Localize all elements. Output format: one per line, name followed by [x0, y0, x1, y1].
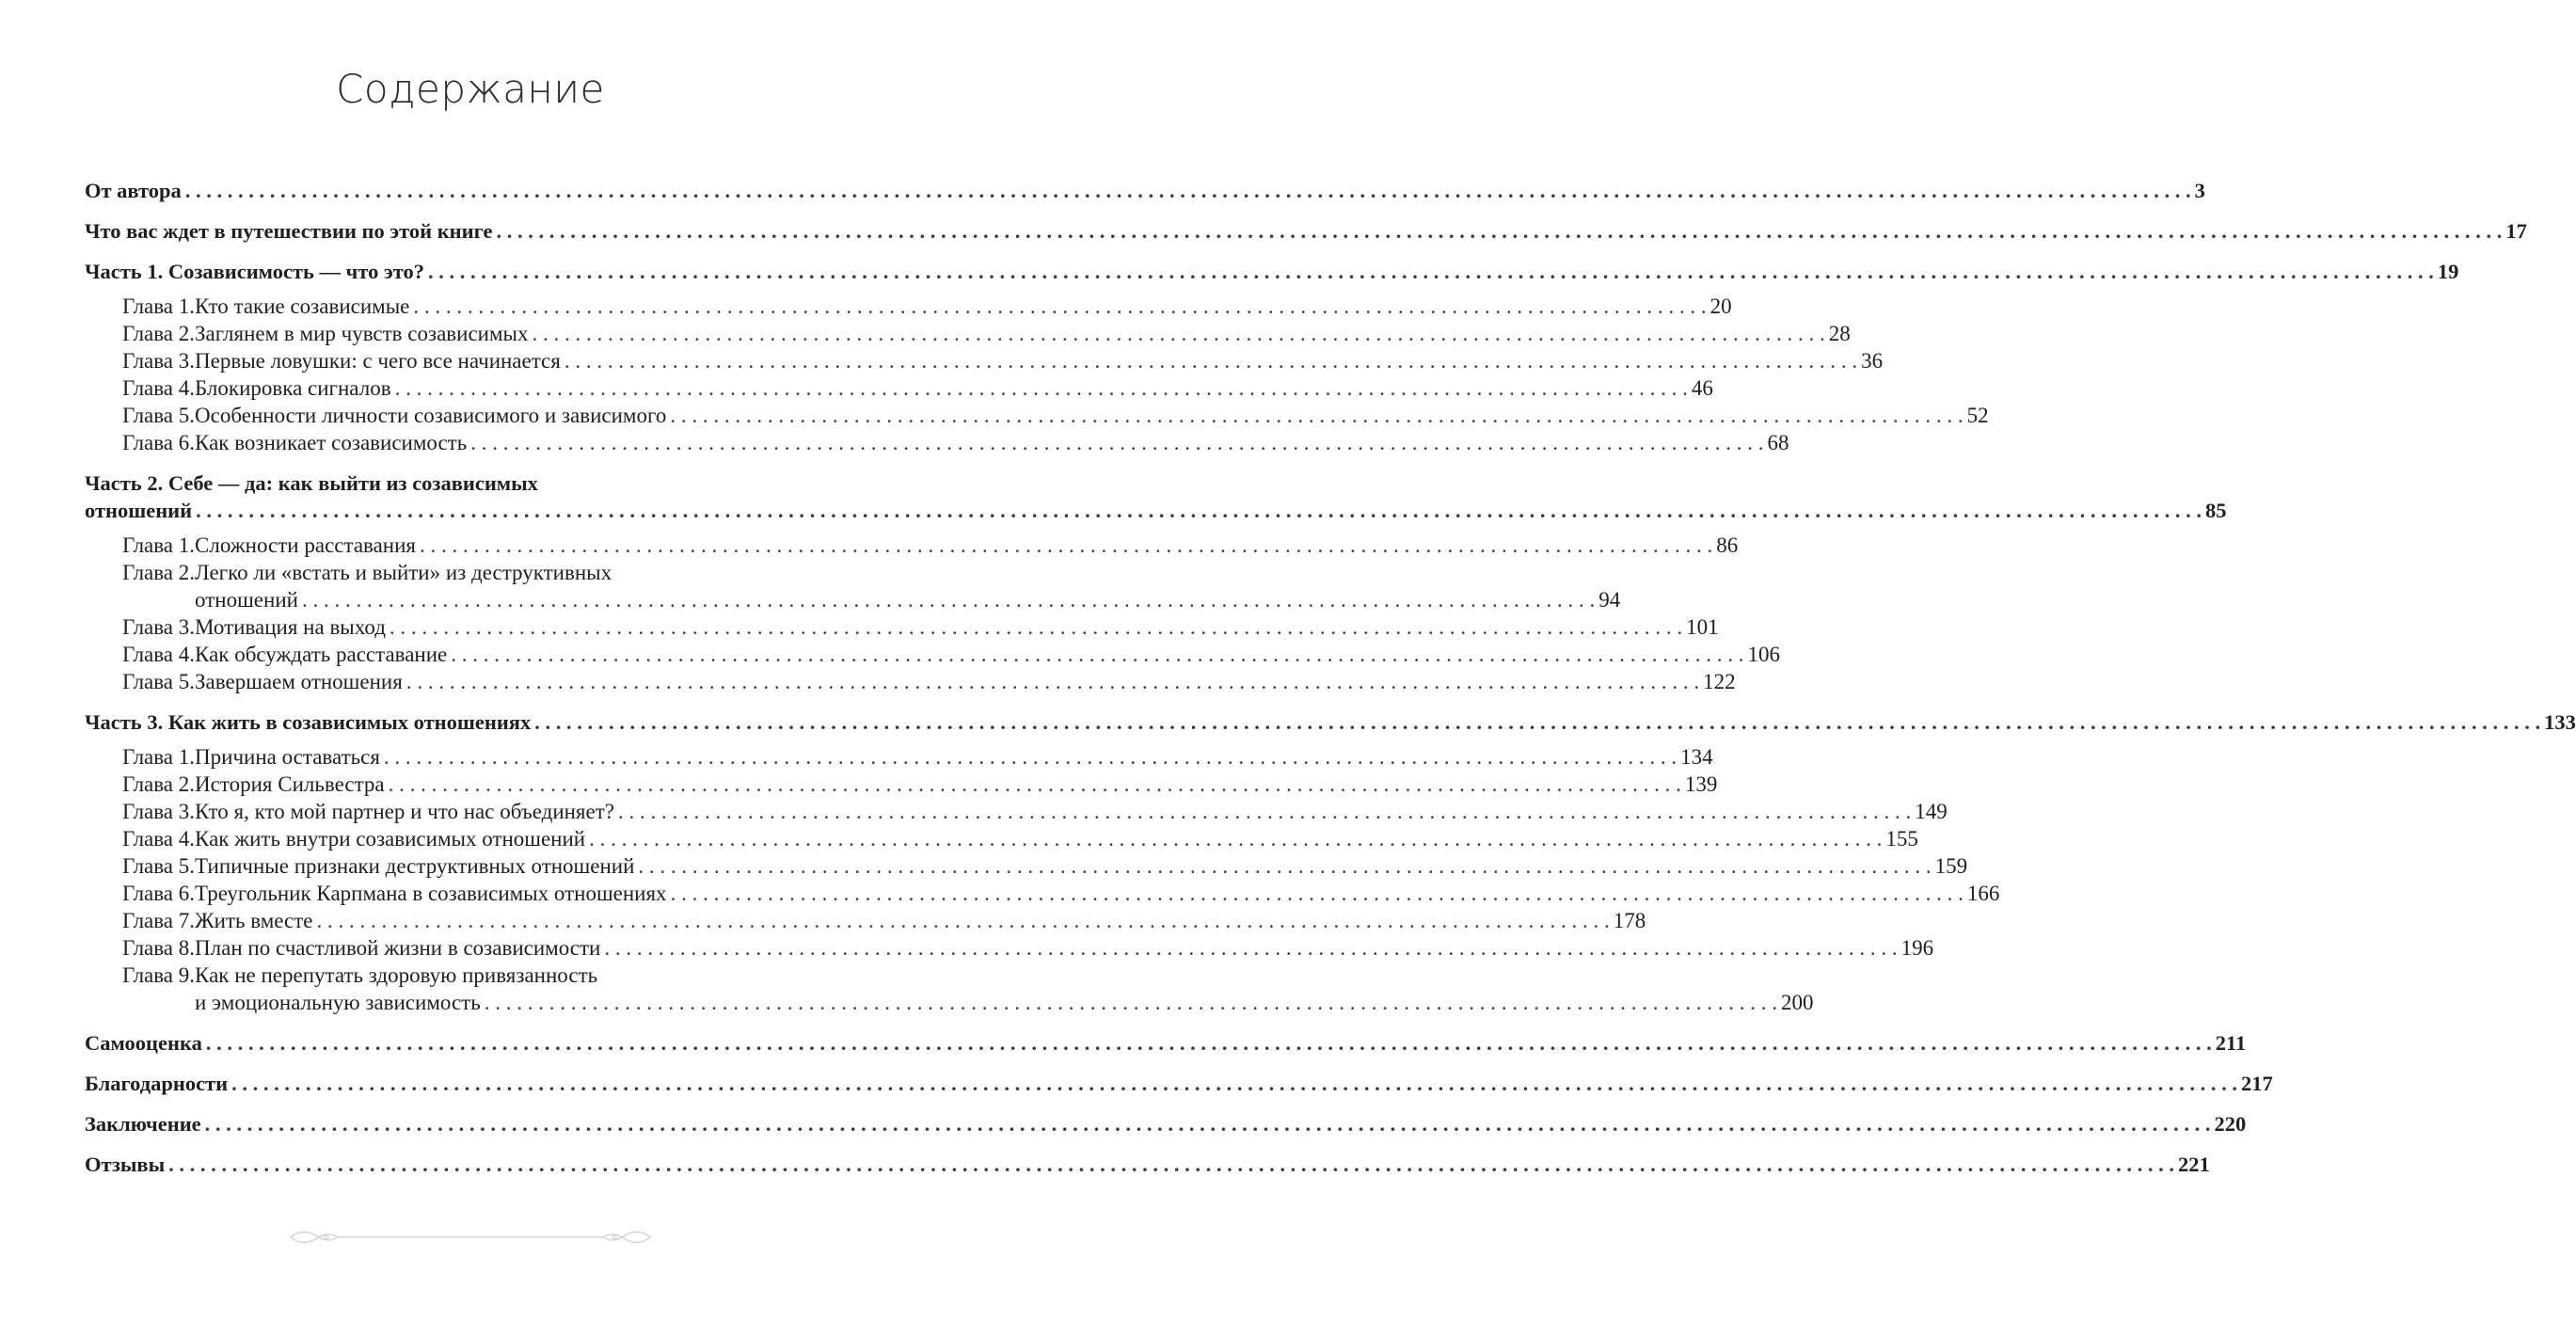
- dot-leader: [406, 668, 1699, 695]
- toc-chapter[interactable]: [122, 825, 1918, 852]
- table-of-contents: [85, 177, 2576, 1178]
- entry-label: От автора: [85, 179, 182, 202]
- chapter-page: 149: [1915, 800, 1948, 823]
- toc-chapter[interactable]: [122, 374, 1713, 402]
- chapter-label: Заглянем в мир чувств созависимых: [195, 322, 529, 345]
- chapter-label: Завершаем отношения: [195, 670, 403, 693]
- chapter-page: 166: [1966, 882, 2000, 905]
- chapter-page: 106: [1747, 643, 1781, 666]
- chapter-label: Первые ловушки: с чего все начинается: [195, 349, 561, 373]
- entry-label: Заключение: [85, 1112, 201, 1136]
- dot-leader: [317, 907, 1610, 934]
- entry-page: 211: [2215, 1031, 2247, 1055]
- chapter-label-line1: Легко ли «встать и выйти» из деструктивных: [195, 561, 612, 584]
- chapter-label-line2: и эмоциональную зависимость: [195, 991, 481, 1014]
- chapter-page: 155: [1885, 827, 1918, 851]
- chapter-page: 28: [1828, 322, 1851, 345]
- chapter-label: Как возникает созависимость: [195, 431, 468, 454]
- dot-leader: [168, 1151, 2174, 1178]
- dot-leader: [420, 532, 1712, 559]
- entry-label-line1: Часть 2. Себе — да: как выйти из созависимых: [85, 471, 538, 495]
- toc-chapter[interactable]: [122, 798, 1948, 825]
- chapter-label: План по счастливой жизни в созависимости: [195, 936, 601, 960]
- chapter-page: 196: [1900, 936, 1934, 960]
- toc-chapter[interactable]: [122, 641, 1781, 668]
- chapter-number: Глава 4.: [122, 376, 196, 400]
- dot-leader: [485, 989, 1777, 1016]
- toc-entry-conclusion[interactable]: [85, 1110, 2247, 1137]
- toc-entry-part1[interactable]: [85, 258, 2459, 285]
- chapter-number: Глава 2.: [122, 322, 196, 345]
- entry-page: 220: [2214, 1112, 2247, 1136]
- toc-chapter[interactable]: [122, 429, 1789, 456]
- dot-leader: [497, 217, 2503, 245]
- chapter-label: История Сильвестра: [195, 772, 385, 796]
- chapter-label-line2: отношений: [195, 588, 298, 612]
- entry-page: 221: [2178, 1153, 2210, 1176]
- chapter-label: Как обсуждать расставание: [195, 643, 448, 666]
- chapter-number: Глава 6.: [122, 882, 196, 905]
- chapter-label: Сложности расставания: [195, 533, 416, 557]
- dot-leader: [384, 743, 1677, 771]
- chapter-page: 134: [1680, 745, 1713, 769]
- chapter-label: Жить вместе: [195, 909, 313, 932]
- dot-leader: [534, 708, 2540, 736]
- chapter-page: 20: [1709, 294, 1732, 318]
- toc-chapter[interactable]: [122, 402, 1989, 429]
- chapter-label-line1: Как не перепутать здоровую привязанность: [195, 963, 598, 987]
- dot-leader: [451, 641, 1743, 668]
- chapter-label: Кто я, кто мой партнер и что нас объединяет?: [195, 800, 614, 823]
- chapter-number: Глава 5.: [122, 404, 196, 427]
- chapter-label: Как жить внутри созависимых отношений: [195, 827, 586, 851]
- dot-leader: [185, 177, 2191, 204]
- chapter-page: 101: [1686, 615, 1719, 639]
- chapter-label: Мотивация на выход: [195, 615, 386, 639]
- chapter-number: Глава 1.: [122, 294, 196, 318]
- ornament-divider: [287, 1223, 654, 1251]
- chapter-page: 36: [1861, 349, 1884, 373]
- toc-chapter[interactable]: [122, 852, 1968, 880]
- chapter-number: Глава 2.: [122, 561, 196, 584]
- chapter-label: Особенности личности созависимого и зависимого: [195, 404, 667, 427]
- toc-entry-part2[interactable]: [85, 469, 2227, 524]
- toc-entry-thanks[interactable]: [85, 1070, 2273, 1097]
- toc-chapter[interactable]: [122, 532, 1739, 559]
- dot-leader: [389, 771, 1681, 798]
- chapter-number: Глава 4.: [122, 643, 196, 666]
- entry-label: Часть 3. Как жить в созависимых отношениях: [85, 710, 532, 734]
- dot-leader: [470, 429, 1763, 456]
- entry-page: 133: [2544, 710, 2576, 734]
- chapter-page: 52: [1966, 404, 1989, 427]
- chapter-number: Глава 8.: [122, 936, 196, 960]
- chapter-number: Глава 2.: [122, 772, 196, 796]
- toc-chapter[interactable]: [122, 934, 1934, 962]
- chapter-number: Глава 5.: [122, 670, 196, 693]
- toc-chapter[interactable]: [122, 668, 1736, 695]
- dot-leader: [196, 497, 2202, 524]
- dot-leader: [604, 934, 1897, 962]
- chapter-number: Глава 5.: [122, 854, 196, 878]
- dot-leader: [206, 1029, 2212, 1057]
- chapter-page: 178: [1613, 909, 1646, 932]
- chapter-label: Блокировка сигналов: [195, 376, 391, 400]
- toc-entry-journey[interactable]: [85, 217, 2527, 245]
- entry-label-line2: отношений: [85, 499, 193, 522]
- dot-leader: [302, 586, 1595, 613]
- toc-chapter[interactable]: [122, 347, 1884, 374]
- chapter-page: 122: [1703, 670, 1736, 693]
- chapter-page: 200: [1780, 991, 1814, 1014]
- dot-leader: [618, 798, 1911, 825]
- toc-entry-reviews[interactable]: [85, 1151, 2210, 1178]
- chapter-label: Типичные признаки деструктивных отношений: [195, 854, 635, 878]
- toc-chapter[interactable]: [122, 907, 1646, 934]
- chapter-page: 94: [1598, 588, 1621, 612]
- toc-entry-author[interactable]: [85, 177, 2205, 204]
- entry-label: Что вас ждет в путешествии по этой книге: [85, 219, 493, 243]
- entry-label: Часть 1. Созависимость — что это?: [85, 260, 424, 283]
- toc-chapter[interactable]: [122, 320, 1851, 347]
- toc-chapter[interactable]: [122, 613, 1719, 641]
- chapter-page: 68: [1767, 431, 1789, 454]
- entry-page: 3: [2194, 179, 2205, 202]
- toc-entry-selfesteem[interactable]: [85, 1029, 2247, 1057]
- chapter-number: Глава 9.: [122, 963, 196, 987]
- dot-leader: [564, 347, 1857, 374]
- toc-chapter[interactable]: [122, 880, 2000, 907]
- chapter-page: 46: [1691, 376, 1713, 400]
- chapter-number: Глава 3.: [122, 615, 196, 639]
- toc-chapter[interactable]: [122, 962, 1814, 1016]
- chapter-label: Кто такие созависимые: [195, 294, 410, 318]
- entry-label: Благодарности: [85, 1072, 229, 1095]
- dot-leader: [671, 880, 1964, 907]
- dot-leader: [589, 825, 1882, 852]
- chapter-number: Глава 1.: [122, 745, 196, 769]
- entry-page: 217: [2240, 1072, 2273, 1095]
- dot-leader: [428, 258, 2434, 285]
- dot-leader: [413, 293, 1706, 320]
- toc-chapter[interactable]: [122, 559, 1621, 613]
- chapter-number: Глава 6.: [122, 431, 196, 454]
- toc-chapter[interactable]: [122, 743, 1713, 771]
- chapter-label: Причина оставаться: [195, 745, 380, 769]
- entry-page: 19: [2437, 260, 2459, 283]
- chapter-number: Глава 3.: [122, 800, 196, 823]
- page-title: Содержание: [336, 66, 605, 112]
- entry-page: 17: [2505, 219, 2527, 243]
- toc-chapter[interactable]: [122, 293, 1732, 320]
- dot-leader: [670, 402, 1963, 429]
- entry-label: Отзывы: [85, 1153, 166, 1176]
- dot-leader: [390, 613, 1682, 641]
- chapter-page: 139: [1684, 772, 1718, 796]
- dot-leader: [638, 852, 1931, 880]
- chapter-number: Глава 4.: [122, 827, 196, 851]
- chapter-page: 159: [1934, 854, 1968, 878]
- chapter-number: Глава 3.: [122, 349, 196, 373]
- chapter-number: Глава 1.: [122, 533, 196, 557]
- dot-leader: [231, 1070, 2237, 1097]
- chapter-page: 86: [1716, 533, 1739, 557]
- entry-page: 85: [2204, 499, 2227, 522]
- dot-leader: [395, 374, 1688, 402]
- dot-leader: [205, 1110, 2211, 1137]
- chapter-label: Треугольник Карпмана в созависимых отношениях: [195, 882, 667, 905]
- dot-leader: [533, 320, 1825, 347]
- chapter-number: Глава 7.: [122, 909, 196, 932]
- toc-entry-part3[interactable]: [85, 708, 2576, 736]
- toc-chapter[interactable]: [122, 771, 1718, 798]
- entry-label: Самооценка: [85, 1031, 202, 1055]
